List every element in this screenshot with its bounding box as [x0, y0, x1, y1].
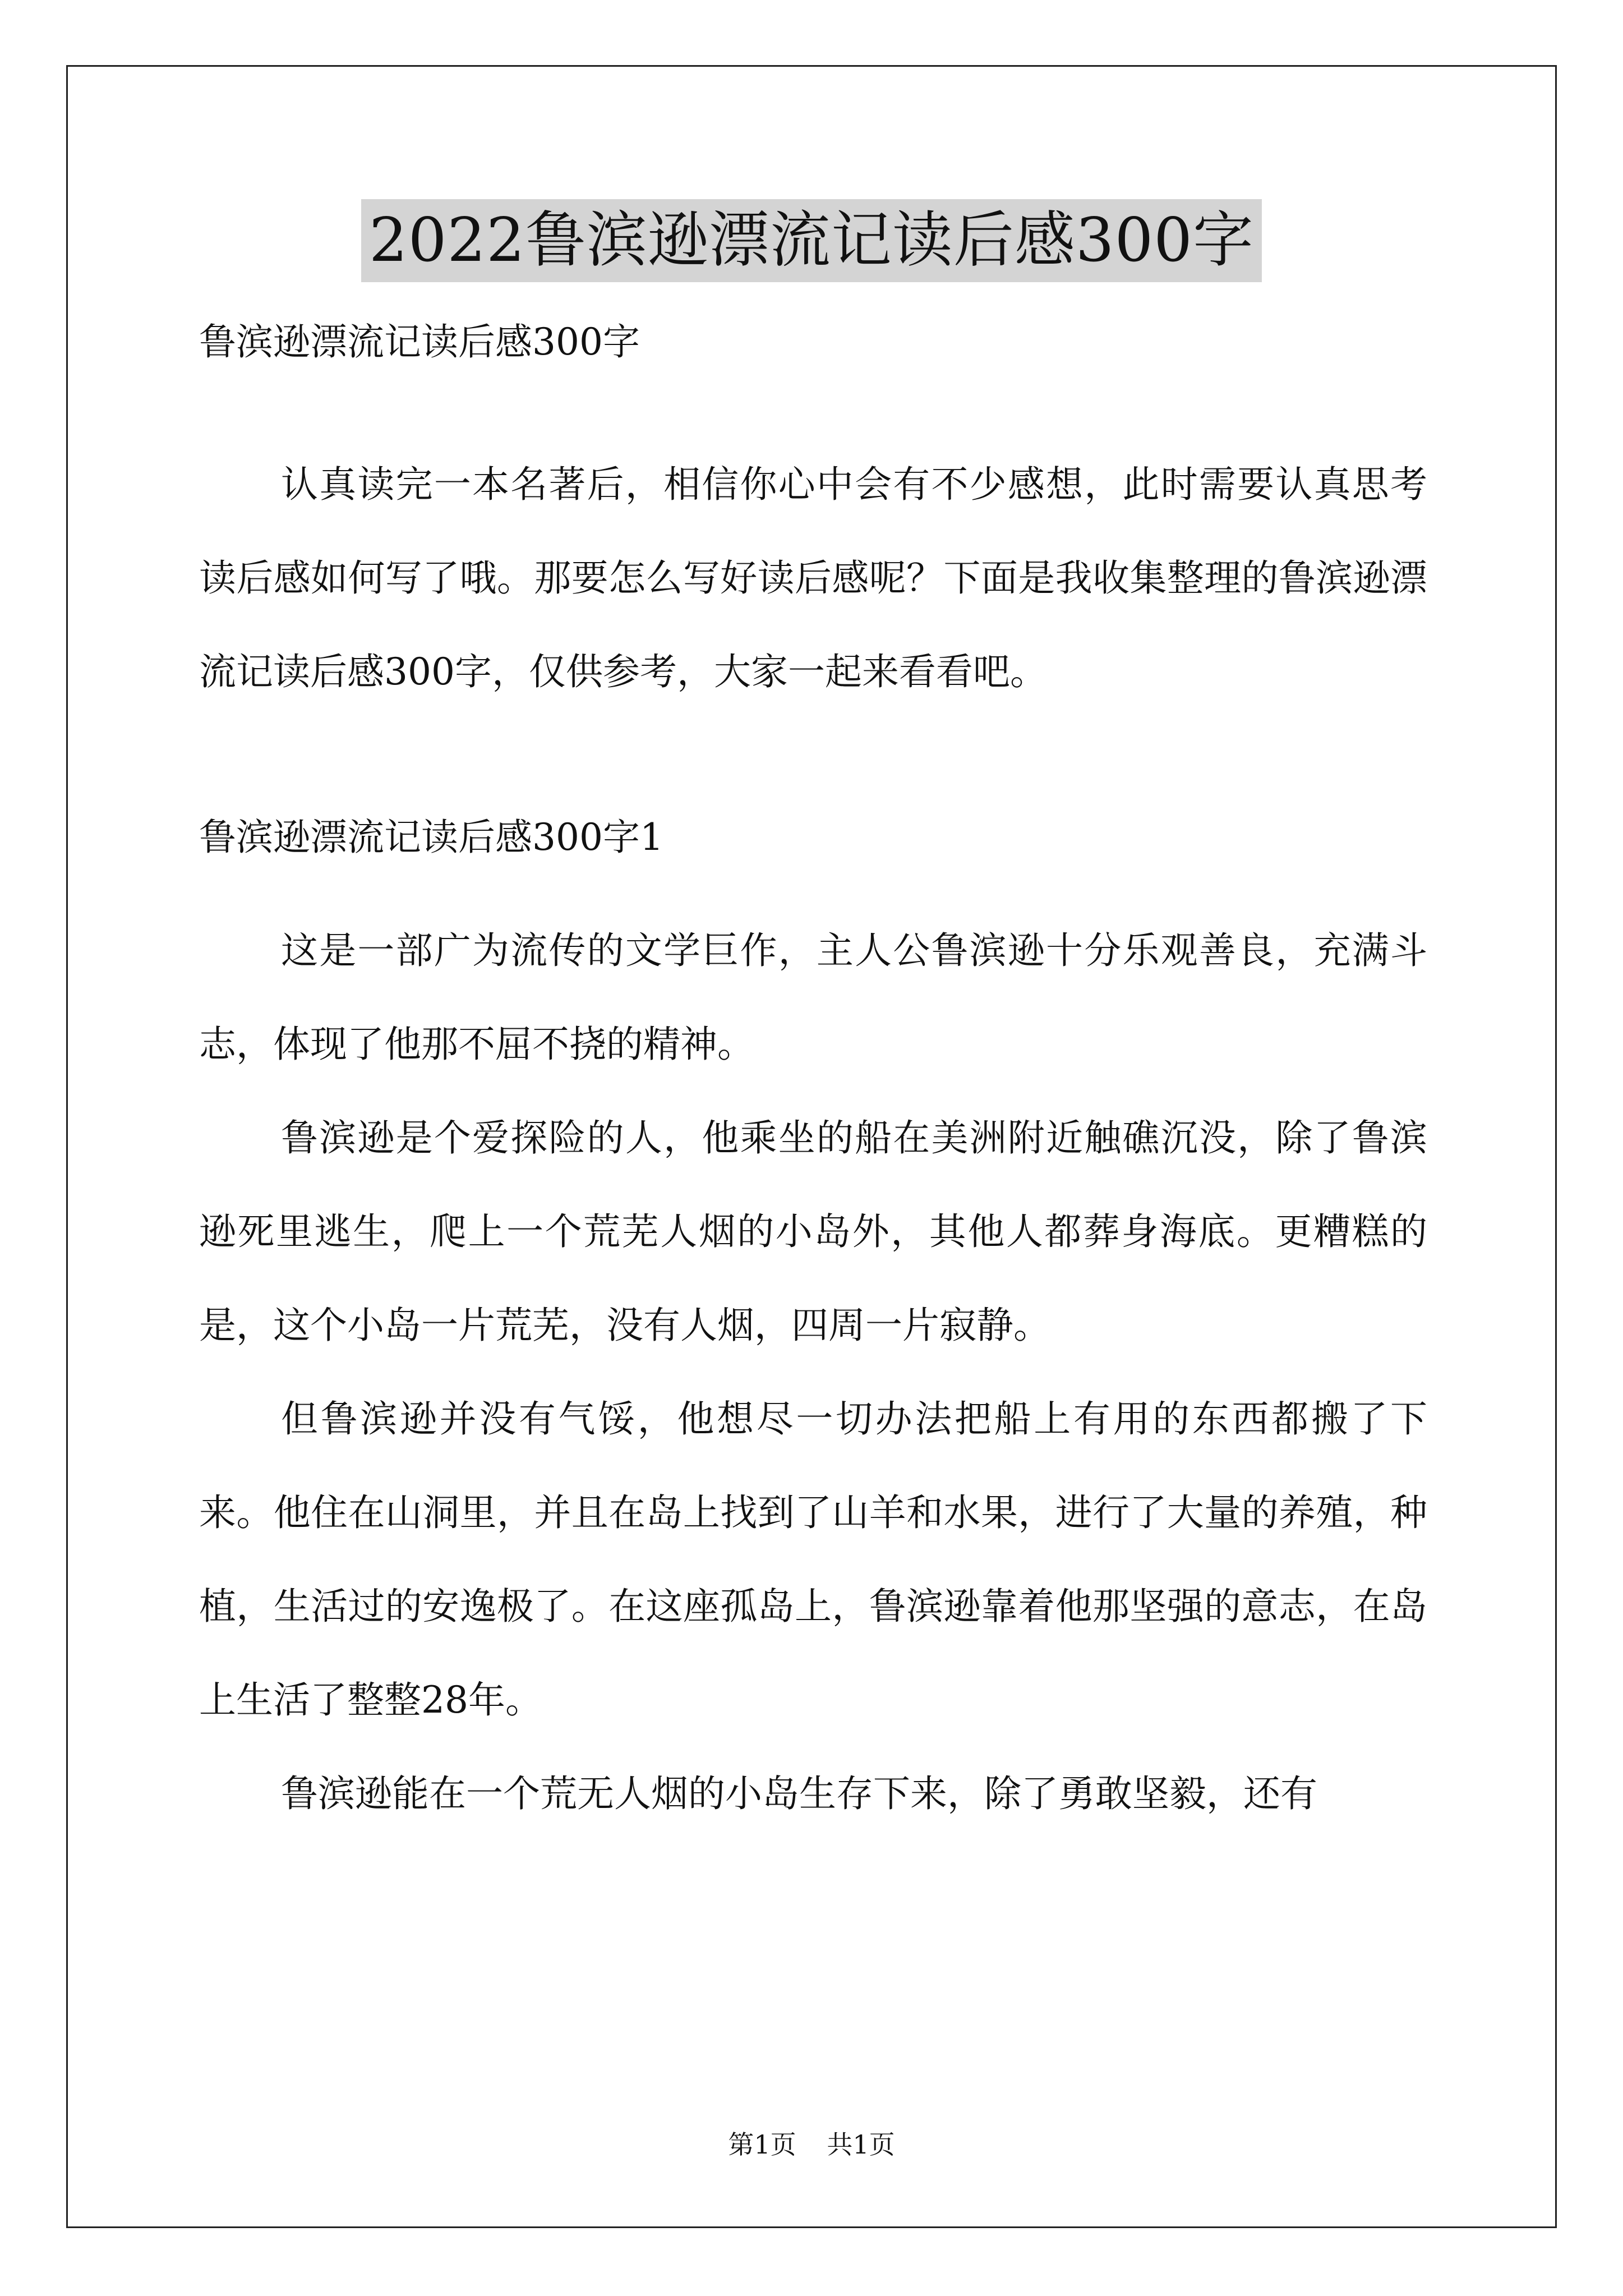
page-number-total: 共1页	[827, 2129, 895, 2160]
document-subtitle: 鲁滨逊漂流记读后感300字	[199, 320, 640, 364]
section-spacer	[199, 719, 1427, 809]
document-title: 2022鲁滨逊漂流记读后感300字	[361, 199, 1262, 282]
page-number-current: 第1页	[728, 2129, 796, 2160]
page-footer	[0, 2128, 1623, 2161]
intro-paragraph: 认真读完一本名著后，相信你心中会有不少感想，此时需要认真思考读后感如何写了哦。那要怎么写好读后感呢？下面是我收集整理的鲁滨逊漂流记读后感300字，仅供参考，大家一起来看看吧。	[199, 463, 1427, 693]
document-body	[199, 314, 1427, 1841]
body-paragraph-1: 这是一部广为流传的文学巨作，主人公鲁滨逊十分乐观善良，充满斗志，体现了他那不屈不挠的精神。	[199, 929, 1427, 1066]
body-paragraph-2: 鲁滨逊是个爱探险的人，他乘坐的船在美洲附近触礁沉没，除了鲁滨逊死里逃生，爬上一个荒芜人烟的小岛外，其他人都葬身海底。更糟糕的是，这个小岛一片荒芜，没有人烟，四周一片寂静。	[199, 1116, 1427, 1347]
body-paragraph-3: 但鲁滨逊并没有气馁，他想尽一切办法把船上有用的东西都搬了下来。他住在山洞里，并且在岛上找到了山羊和水果，进行了大量的养殖，种植，生活过的安逸极了。在这座孤岛上，鲁滨逊靠着他那坚强的意志，在岛上生活了整整28年。	[199, 1397, 1427, 1722]
title-container	[0, 199, 1623, 282]
body-paragraph-4: 鲁滨逊能在一个荒无人烟的小岛生存下来，除了勇敢坚毅，还有	[281, 1772, 1317, 1815]
section-heading: 鲁滨逊漂流记读后感300字1	[199, 816, 663, 859]
